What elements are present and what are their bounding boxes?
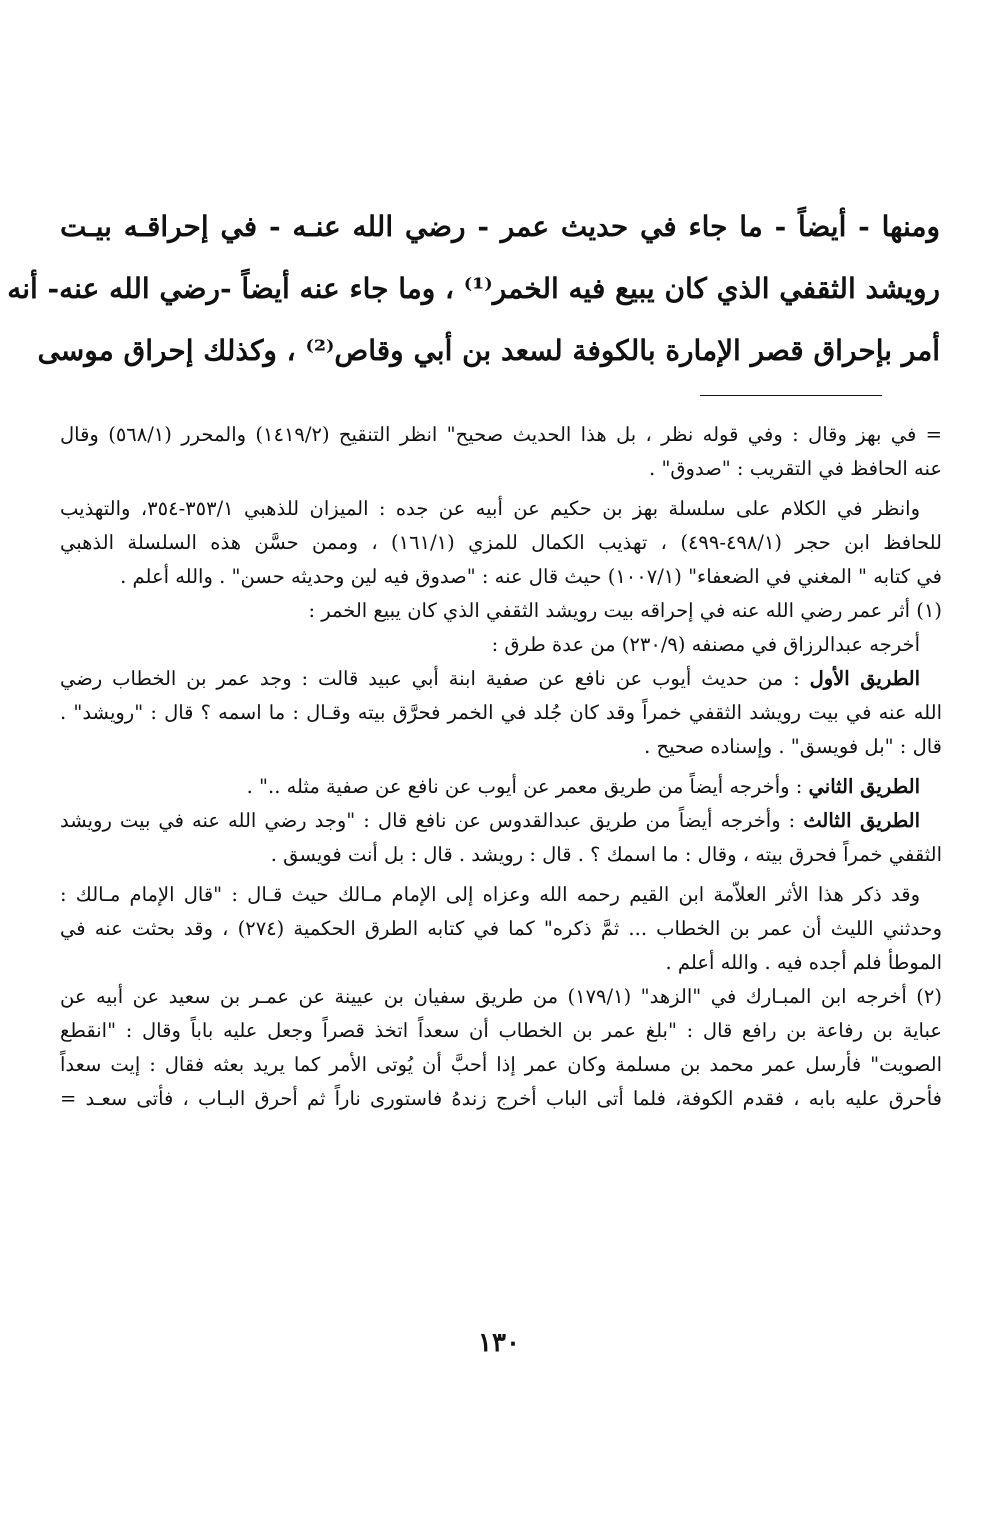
footnote-continuation-paragraph <box>60 418 942 486</box>
footnote-line: الموطأ فلم أجده فيه . والله أعلم . <box>665 951 942 974</box>
route-3-label: الطريق الثالث <box>803 809 920 832</box>
footnote-line: = في بهز وقال : وفي قوله نظر ، بل هذا الحديث صحيح" انظر التنقيح (١٤١٩/٢) والمحرر (٥٦٨/١) وقال <box>60 423 943 446</box>
footnote-line <box>60 804 942 838</box>
footnote-separator <box>700 395 882 396</box>
footnote-line: وقد ذكر هذا الأثر العلاّمة ابن القيم رحمه الله وعزاه إلى الإمام مـالك حيث قـال : "قال الإمام مـالك : <box>60 883 920 906</box>
page-number: ١٣٠ <box>478 1328 520 1358</box>
ibn-qayyim-paragraph <box>60 878 942 980</box>
route-2-label: الطريق الثاني <box>808 775 920 798</box>
footnote-line <box>60 662 942 696</box>
footnote-line: الله عنه في بيت رويشد الثقفي خمراً وقد كان جُلد في الخمر فحرَّق بيته وقـال : ما اسمه ؟ قال : "رويشد" . <box>60 701 942 724</box>
footnote-line: (٢) أخرجه ابن المبـارك في "الزهد" (١٧٩/١) من طريق سفيان بن عيينة عن عمـر بن سعيد عن أبيه عن <box>60 985 942 1008</box>
main-text-line: ومنها - أيضاً - ما جاء في حديث عمر - رضي الله عنـه - في إحراقـه بيـت <box>60 210 940 243</box>
footnote-line: فأحرق عليه بابه ، فقدم الكوفة، فلما أتى الباب أخرج زندهُ فاستورى ناراً ثم أحرق البـاب ، فأتى سعـد = <box>60 1087 942 1110</box>
main-text-block <box>7 196 940 382</box>
footnote-2-paragraph <box>60 980 942 1116</box>
footnote-line: قال : "بل فويسق" . وإسناده صحيح . <box>644 735 942 758</box>
footnote-1-title: (١) أثر عمر رضي الله عنه في إحراقه بيت رويشد الثقفي الذي كان يبيع الخمر : <box>308 599 942 622</box>
route-1-paragraph <box>60 662 942 764</box>
main-text-line: رويشد الثقفي الذي كان يبيع فيه الخمر⁽¹⁾ ، وما جاء عنه أيضاً -رضي الله عنه- أنه <box>7 272 940 305</box>
footnote-paragraph <box>60 492 942 594</box>
footnote-line: الصويت" فأرسل عمر محمد بن مسلمة وكان عمر إذا أحبَّ أن يُوتى الأمر كما يريد بعثه فقال : إيت سعداً <box>60 1053 942 1076</box>
route-2-text: : وأخرجه أيضاً من طريق معمر عن أيوب عن نافع عن صفية مثله .." . <box>246 775 809 798</box>
footnote-line: عباية بن رفاعة بن رافع قال : "بلغ عمر بن الخطاب أن سعداً اتخذ قصراً وجعل عليه باباً وقال : "انقطع <box>60 1019 942 1042</box>
footnote-line: وانظر في الكلام على سلسلة بهز بن حكيم عن أبيه عن جده : الميزان للذهبي ٣٥٣/١-٣٥٤، والتهذيب <box>60 497 920 520</box>
route-3-paragraph <box>60 804 942 872</box>
footnote-line: في كتابه " المغني في الضعفاء" (١٠٠٧/١) حيث قال عنه : "صدوق فيه لين وحديثه حسن" . والله أعلم . <box>120 565 942 588</box>
route-3-text: : وأخرجه أيضاً من طريق عبدالقدوس عن نافع قال : "وجد رضي الله عنه في بيت رويشد <box>60 809 804 832</box>
route-1-label: الطريق الأول <box>809 667 920 690</box>
footnote-line: عنه الحافظ في التقريب : "صدوق" . <box>649 457 942 480</box>
footnote-line: للحافظ ابن حجر (٤٩٨/١-٤٩٩) ، تهذيب الكمال للمزي (١٦١/١) ، وممن حسَّن هذه السلسلة الذهبي <box>60 531 942 554</box>
footnote-1-intro: أخرجه عبدالرزاق في مصنفه (٢٣٠/٩) من عدة طرق : <box>491 633 920 656</box>
route-2-line <box>60 770 942 804</box>
footnote-line: الثقفي خمراً فحرق بيته ، وقال : ما اسمك ؟ . قال : رويشد . قال : بل أنت فويسق . <box>270 843 942 866</box>
footnote-line: وحدثني الليث أن عمر بن الخطاب ... ثمَّ ذكره" كما في كتابه الطرق الحكمية (٢٧٤) ، وقد بحثت عنه في <box>60 917 942 940</box>
route-1-text: : من حديث أيوب عن نافع عن صفية ابنة أبي عبيد قالت : وجد عمر بن الخطاب رضي <box>60 667 810 690</box>
main-text-line: أمر بإحراق قصر الإمارة بالكوفة لسعد بن أبي وقاص⁽²⁾ ، وكذلك إحراق موسى <box>37 334 940 367</box>
footnotes-block <box>60 418 942 1116</box>
